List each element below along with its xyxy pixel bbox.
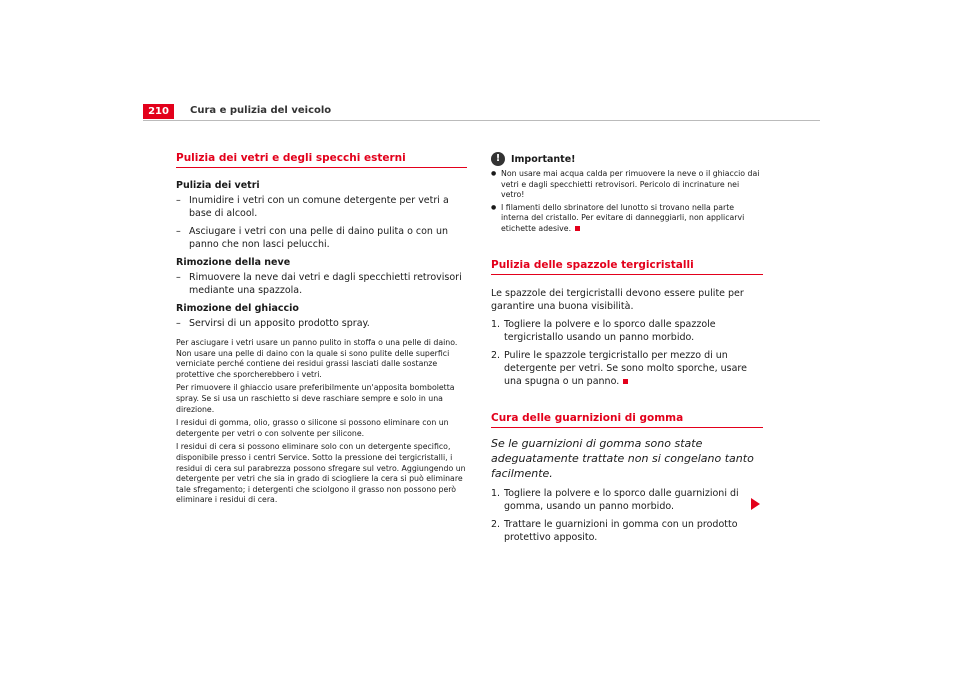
step-text: Trattare le guarnizioni in gomma con un prodotto protettivo apposito. <box>504 518 738 543</box>
list-item: 1. Togliere la polvere e lo sporco dalle guarnizioni di gomma, usando un panno morbido. <box>491 487 739 512</box>
step-text: Togliere la polvere e lo sporco dalle spazzole tergicristallo usando un panno morbido. <box>504 318 716 343</box>
next-page-arrow-icon <box>751 498 760 510</box>
page-number: 210 <box>143 104 174 119</box>
end-of-section-mark <box>623 379 628 384</box>
left-column <box>176 152 467 506</box>
subheading-ghiaccio: Rimozione del ghiaccio <box>176 303 299 314</box>
list-item: 1. Togliere la polvere e lo sporco dalle spazzole tergicristallo usando un panno morbido. <box>491 318 716 343</box>
note-paragraph: Per rimuovere il ghiaccio usare preferibilmente un'apposita bomboletta spray. Se si usa un raschietto si deve raschiare sempre e solo in una direzione. <box>176 383 455 414</box>
important-box-title <box>491 152 763 166</box>
list-item: 2. Trattare le guarnizioni in gomma con un prodotto protettivo apposito. <box>491 518 738 543</box>
running-head: Cura e pulizia del veicolo <box>190 105 332 116</box>
list-item: – Servirsi di un apposito prodotto spray. <box>176 317 467 330</box>
important-bullet: ● Non usare mai acqua calda per rimuovere la neve o il ghiaccio dai vetri e dagli specchietti retrovisori. Pericolo di incrinature nei vetro! <box>491 169 763 201</box>
list-item: – Inumidire i vetri con un comune detergente per vetri a base di alcool. <box>176 194 467 220</box>
important-label: Importante! <box>511 153 576 165</box>
right-column <box>491 152 763 544</box>
section-heading-guarnizioni: Cura delle guarnizioni di gomma <box>491 412 763 428</box>
list-item: – Asciugare i vetri con una pelle di daino pulita o con un panno che non lasci pelucchi. <box>176 225 467 251</box>
note-paragraph: I residui di gomma, olio, grasso o silicone si possono eliminare con un detergente per vetri o con solvente per silicone. <box>176 418 449 438</box>
subheading-pulizia-vetri: Pulizia dei vetri <box>176 180 260 191</box>
list-item: 2. Pulire le spazzole tergicristallo per mezzo di un detergente per vetri. Se sono molto sporche, usare una spugna o un panno. <box>491 349 747 387</box>
important-bullet <box>491 203 763 235</box>
subheading-neve: Rimozione della neve <box>176 257 291 268</box>
note-paragraph: Per asciugare i vetri usare un panno pulito in stoffa o una pelle di daino. Non usare una pelle di daino con la quale si sono pulite delle superfici verniciate perché contiene dei residui grassi lasciati dalle sostanze protettive che sporcherebbero i vetri. <box>176 338 458 379</box>
important-bullet-text: I filamenti dello sbrinatore del lunotto si trovano nella parte interna del cristallo. Per evitare di danneggiarli, non applicarvi etichette adesive. <box>501 202 745 233</box>
list-item: – Rimuovere la neve dai vetri e dagli specchietti retrovisori mediante una spazzola. <box>176 271 467 297</box>
paragraph: Le spazzole dei tergicristalli devono essere pulite per garantire una buona visibilità. <box>491 287 744 312</box>
note-paragraph: I residui di cera si possono eliminare solo con un detergente specifico, disponibile presso i centri Service. Sotto la pressione dei tergicristalli, i residui di cera sul parabrezza possono sfregare sul vetro. Aggiungendo un detergente per vetri che sia in grado di sciogliere la cera si può eliminare tale sfregamento; i detergenti che sciolgono il grasso non possono però eliminare i residui di cera. <box>176 442 466 505</box>
intro-italic: Se le guarnizioni di gomma sono state adeguatamente trattate non si congelano tanto facilmente. <box>491 436 754 480</box>
step-text: Togliere la polvere e lo sporco dalle guarnizioni di gomma, usando un panno morbido. <box>504 487 739 512</box>
section-heading-spazzole: Pulizia delle spazzole tergicristalli <box>491 259 763 275</box>
end-of-section-mark <box>575 226 580 231</box>
section-heading-vetri: Pulizia dei vetri e degli specchi esterni <box>176 152 467 168</box>
warning-icon: ! <box>491 152 505 166</box>
header-rule <box>143 120 820 121</box>
step-text: Pulire le spazzole tergicristallo per mezzo di un detergente per vetri. Se sono molto sporche, usare una spugna o un panno. <box>504 349 747 387</box>
